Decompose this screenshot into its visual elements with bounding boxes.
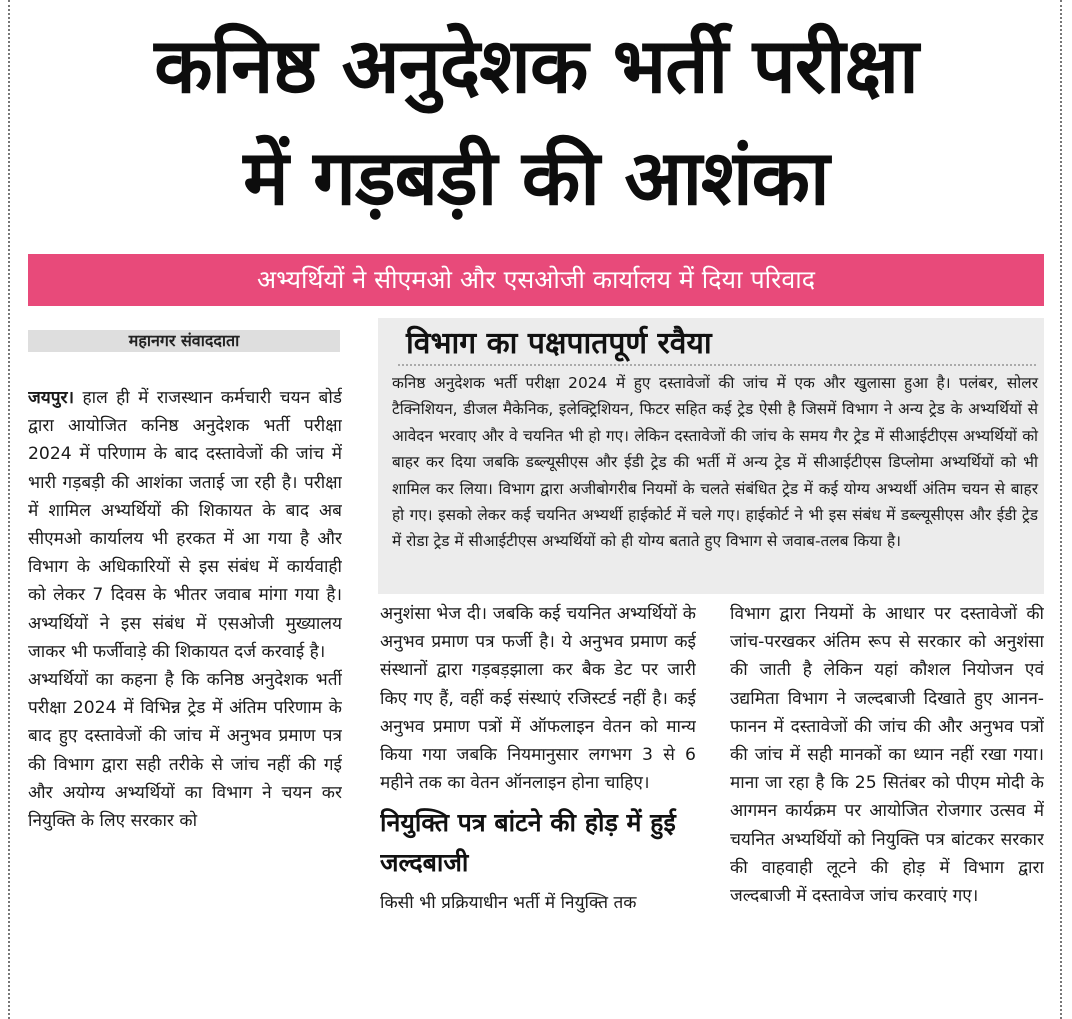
right-column [730,600,1044,1004]
headline-line-2: में गड़बड़ी की आशंका [243,133,829,222]
left-paragraph-1 [28,384,342,666]
box-title-divider [398,364,1036,366]
right-paragraph-1: विभाग द्वारा नियमों के आधार पर दस्तावेजों की जांच-परखकर अंतिम रूप से सरकार को अनुशंसा की जाती है लेकिन यहां कौशल नियोजन एवं उद्यमिता विभाग ने जल्दबाजी दिखाते हुए आनन-फानन में दस्तावेजों की जांच की और अनुभव पत्रों की जांच में सही मानकों का ध्यान नहीं रखा गया। माना जा रहा है कि 25 सितंबर को पीएम मोदी के आगमन कार्यक्रम पर आयोजित रोजगार उत्सव में चयनित अभ्यर्थियों को नियुक्ति पत्र बांटकर सरकार की वाहवाही लूटने की होड़ में विभाग द्वारा जल्दबाजी में दस्तावेज जांच करवाएं गए। [730,604,1044,907]
sidebar-box [378,318,1044,594]
dateline-city: जयपुर। [28,388,75,408]
left-column [28,384,342,1002]
box-title: विभाग का पक्षपातपूर्ण रवैया [406,326,712,361]
left-paragraph-1-text: हाल ही में राजस्थान कर्मचारी चयन बोर्ड द्वारा आयोजित कनिष्ठ अनुदेशक भर्ती परीक्षा 2024 में परिणाम के बाद दस्तावेजों की जांच में भारी गड़बड़ी की आशंका जताई जा रही है। परीक्षा में शामिल अभ्यर्थियों की शिकायत के बाद अब सीएमओ कार्यालय भी हरकत में आ गया है और विभाग के अधिकारियों से इस संबंध में कार्यवाही को लेकर 7 दिवस के भीतर जवाब मांगा गया है। अभ्यर्थियों ने इस संबंध में एसओजी मुख्यालय जाकर भी फर्जीवाड़े की शिकायत दर्ज करवाई है। [28,388,342,662]
middle-subheading: नियुक्ति पत्र बांटने की होड़ में हुई जल्दबाजी [380,808,676,878]
middle-paragraph-2: किसी भी प्रक्रियाधीन भर्ती में नियुक्ति तक [380,893,637,914]
subheadline-bar: अभ्यर्थियों ने सीएमओ और एसओजी कार्यालय में दिया परिवाद [28,254,1044,306]
headline-line-1: कनिष्ठ अनुदेशक भर्ती परीक्षा [154,21,918,110]
middle-paragraph-1: अनुशंसा भेज दी। जबकि कई चयनित अभ्यर्थियों के अनुभव प्रमाण पत्र फर्जी है। ये अनुभव प्रमाण कई संस्थानों द्वारा गड़बड़झाला कर बैक डेट पर जारी किए गए हैं, वहीं कई संस्थाएं रजिस्टर्ड नहीं है। कई अनुभव प्रमाण पत्रों में ऑफलाइन वेतन को मान्य किया गया जबकि नियमानुसार लगभग 3 से 6 महीने तक का वेतन ऑनलाइन होना चाहिए। [380,604,696,794]
left-paragraph-2: अभ्यर्थियों का कहना है कि कनिष्ठ अनुदेशक भर्ती परीक्षा 2024 में विभिन्न ट्रेड में अंतिम परिणाम के बाद हुए दस्तावेजों की जांच में अनुभव प्रमाण पत्र की विभाग द्वारा सही तरीके से जांच नहीं की गई और अयोग्य अभ्यर्थियों का विभाग ने चयन कर नियुक्ति के लिए सरकार को [28,670,342,832]
box-body: कनिष्ठ अनुदेशक भर्ती परीक्षा 2024 में हुए दस्तावेजों की जांच में एक और खुलासा हुआ है। पलंबर, सोलर टैक्निशियन, डीजल मैकेनिक, इलेक्ट्रिशियन, फिटर सहित कई ट्रेड ऐसी है जिसमें विभाग ने अन्य ट्रेड के अभ्यर्थियों से आवेदन भरवाए और वे चयनित भी हो गए। लेकिन दस्तावेजों की जांच के समय गैर ट्रेड में सीआईटीएस अभ्यर्थियों को बाहर कर दिया जबकि डब्ल्यूसीएस और ईडी ट्रेड की भर्ती में अन्य ट्रेड में सीआईटीएस डिप्लोमा अभ्यर्थियों को भी शामिल कर लिया। विभाग द्वारा अजीबोगरीब नियमों के चलते संबंधित ट्रेड में कई योग्य अभ्यर्थी अंतिम चयन से बाहर हो गए। इसको लेकर कई चयनित अभ्यर्थी हाईकोर्ट में चले गए। हाईकोर्ट ने भी इस संबंध में डब्ल्यूसीएस और ईडी ट्रेड में रोडा ट्रेड में सीआईटीएस अभ्यर्थियों को ही योग्य बताते हुए विभाग से जवाब-तलब किया है। [392,374,1038,551]
middle-column [380,600,696,1004]
byline: महानगर संवाददाता [28,330,340,352]
